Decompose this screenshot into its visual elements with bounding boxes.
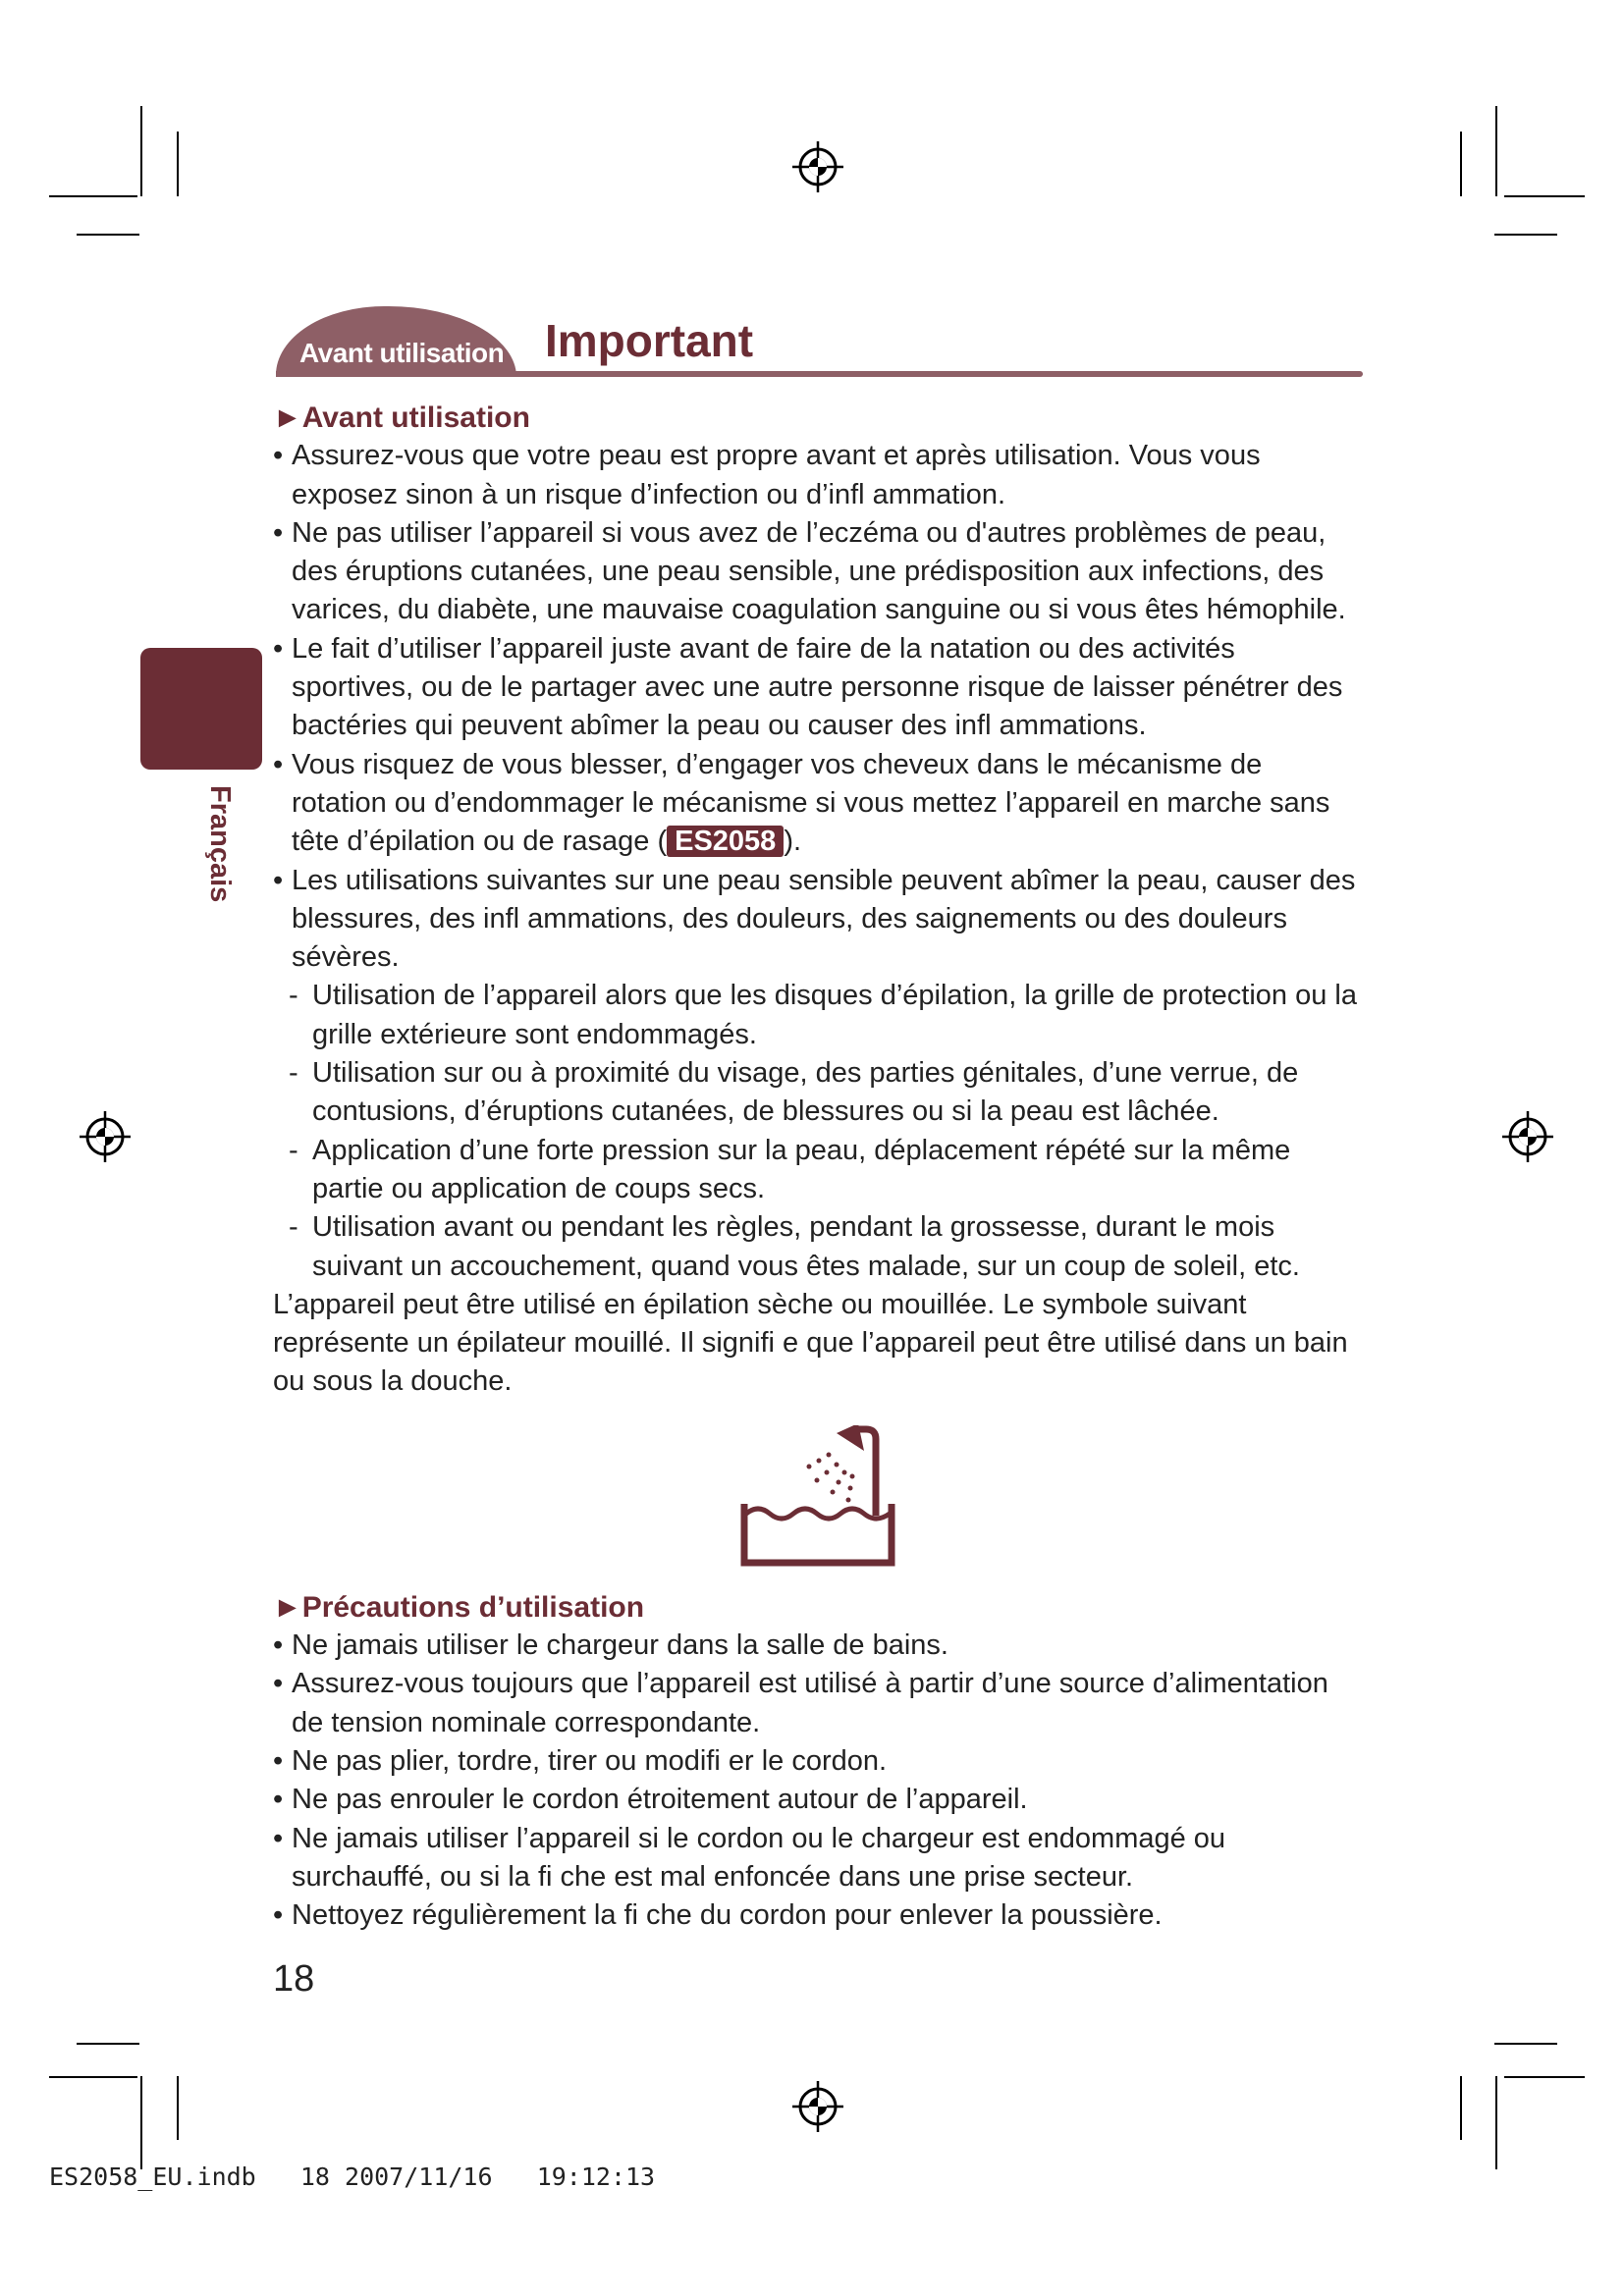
language-tab-block [140,648,262,770]
sub-list-item: - Utilisation de l’appareil alors que les disques d’épilation, la grille de protection ou la grille extérieure sont endommagés. [273,977,1363,1054]
list-item: • Assurez-vous toujours que l’appareil est utilisé à partir d’une source d’alimentation de tension nominale correspondante. [273,1665,1363,1742]
main-content [273,399,1363,1935]
registration-mark-icon [790,2079,845,2134]
header-tab-label: Avant utilisation [299,338,505,368]
header-tab [276,306,516,377]
list-item: • Ne pas plier, tordre, tirer ou modifi er le cordon. [273,1742,1363,1781]
print-slug: ES2058_EU.indb 18 2007/11/16 19:12:13 [49,2163,656,2191]
list-item: • Nettoyez régulièrement la fi che du cordon pour enlever la poussière. [273,1896,1363,1935]
registration-mark-icon [1500,1109,1555,1164]
list-item [273,746,1363,862]
sub-list-item: - Utilisation avant ou pendant les règles, pendant la grossesse, durant le mois suivant un accouchement, quand vous êtes malade, sur un coup de soleil, etc. [273,1208,1363,1286]
list-item: • Les utilisations suivantes sur une peau sensible peuvent abîmer la peau, causer des blessures, des infl ammations, des douleurs, des saignements ou des douleurs sévères. [273,862,1363,978]
list-item: • Le fait d’utiliser l’appareil juste avant de faire de la natation ou des activités sportives, ou de le partager avec une autre personne risque de laisser pénétrer des bactéries qui peuvent abîmer la peau ou causer des infl ammations. [273,630,1363,746]
section-heading-before-use: ►Avant utilisation [273,401,530,434]
list-item: • Ne jamais utiliser le chargeur dans la salle de bains. [273,1627,1363,1665]
list-item-text: ). [784,826,802,858]
icon-container [273,1402,1363,1588]
sub-list-item: - Application d’une forte pression sur la peau, déplacement répété sur la même partie ou application de coups secs. [273,1132,1363,1209]
shower-bath-icon [734,1425,901,1573]
model-badge: ES2058 [667,826,784,857]
page-title: Important [545,315,754,366]
list-item: • Assurez-vous que votre peau est propre avant et après utilisation. Vous vous exposez sinon à un risque d’infection ou d’infl ammation. [273,437,1363,514]
list-item: • Ne pas utiliser l’appareil si vous avez de l’eczéma ou d'autres problèmes de peau, des éruptions cutanées, une peau sensible, une prédisposition aux infections, des varices, du diabète, une mauvaise coagulation sanguine ou si vous êtes hémophile. [273,514,1363,630]
sub-list-item: - Utilisation sur ou à proximité du visage, des parties génitales, d’une verrue, de contusions, d’éruptions cutanées, de blessures ou si la peau est lâchée. [273,1054,1363,1132]
list-item-text: Vous risquez de vous blesser, d’engager vos cheveux dans le mécanisme de rotation ou d’endommager le mécanisme si vous mettez l’appareil en marche sans tête d’épilation ou de rasage ( [292,748,1330,858]
page-number: 18 [273,1958,315,2000]
list-item: • Ne pas enrouler le cordon étroitement autour de l’appareil. [273,1781,1363,1819]
registration-mark-icon [790,139,845,194]
list-item: • Ne jamais utiliser l’appareil si le cordon ou le chargeur est endommagé ou surchauffé, ou si la fi che est mal enfoncée dans une prise secteur. [273,1820,1363,1897]
section-heading-precautions: ►Précautions d’utilisation [273,1590,645,1624]
wet-use-paragraph: L’appareil peut être utilisé en épilation sèche ou mouillée. Le symbole suivant représente un épilateur mouillé. Il signifi e que l’appareil peut être utilisé dans un bain ou sous la douche. [273,1288,1348,1398]
language-label: Français [204,785,236,903]
registration-mark-icon [78,1109,133,1164]
